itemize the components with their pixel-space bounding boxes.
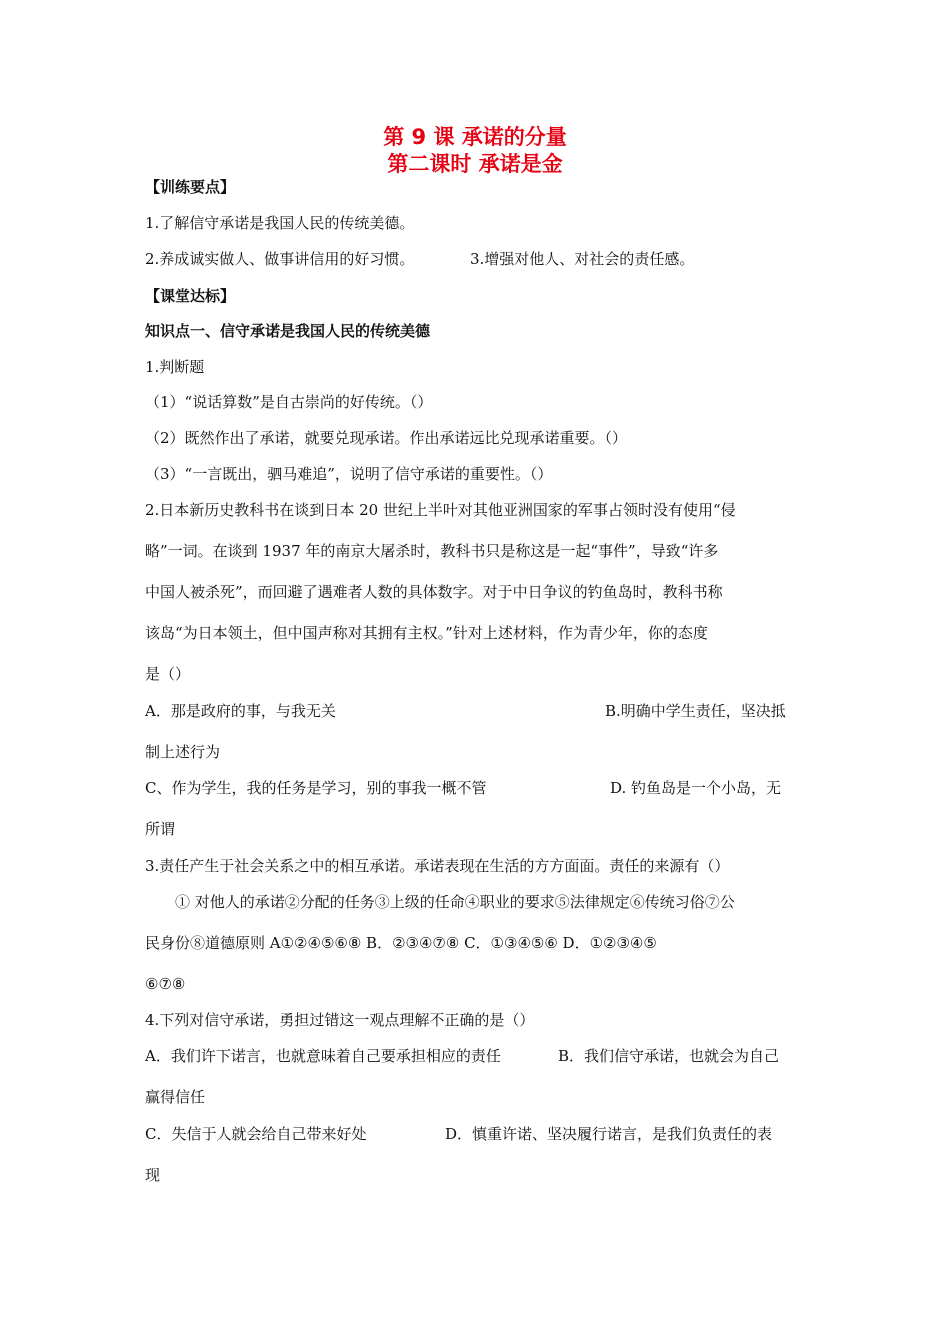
question-4-option-a: A．我们许下诺言，也就意味着自己要承担相应的责任 [145, 1047, 501, 1065]
section-class-standard: 【课堂达标】 [145, 287, 236, 305]
question-3-options-cont: ⑥⑦⑧ [145, 975, 186, 993]
point-2: 2.养成诚实做人、做事讲信用的好习惯。 [145, 250, 415, 268]
question-2-line: 是（） [145, 665, 191, 683]
point-1: 1.了解信守承诺是我国人民的传统美德。 [145, 214, 415, 232]
lesson-title: 第 9 课 承诺的分量 [383, 125, 567, 149]
lesson-subtitle: 第二课时 承诺是金 [387, 152, 563, 176]
question-1-item: （1）“说话算数”是自古崇尚的好传统。（） [145, 393, 433, 411]
question-2-option-c: C、作为学生，我的任务是学习，别的事我一概不管 [145, 779, 487, 797]
section-training-points: 【训练要点】 [145, 178, 236, 196]
question-1-item: （2）既然作出了承诺，就要兑现承诺。作出承诺远比兑现承诺重要。（） [145, 429, 628, 447]
question-3-stem: 3.责任产生于社会关系之中的相互承诺。承诺表现在生活的方方面面。责任的来源有（） [145, 857, 730, 875]
question-2-option-b-cont: 制上述行为 [145, 743, 221, 761]
question-2-option-a: A．那是政府的事，与我无关 [145, 702, 336, 720]
question-2-line: 略”一词。在谈到 1937 年的南京大屠杀时，教科书只是称这是一起“事件”，导致“许多 [145, 542, 719, 560]
question-2-line: 该岛“为日本领土，但中国声称对其拥有主权。”针对上述材料，作为青少年，你的态度 [145, 624, 708, 642]
question-4-option-b: B．我们信守承诺，也就会为自己 [558, 1047, 780, 1065]
knowledge-point-heading: 知识点一、信守承诺是我国人民的传统美德 [145, 322, 431, 340]
question-4-stem: 4.下列对信守承诺，勇担过错这一观点理解不正确的是（） [145, 1011, 535, 1029]
question-4-option-b-cont: 赢得信任 [145, 1088, 206, 1106]
question-1-item: （3）“一言既出，驷马难追”，说明了信守承诺的重要性。（） [145, 465, 553, 483]
point-3: 3.增强对他人、对社会的责任感。 [470, 250, 695, 268]
question-2-option-b: B.明确中学生责任，坚决抵 [605, 702, 786, 720]
question-3-line: ① 对他人的承诺②分配的任务③上级的任命④职业的要求⑤法律规定⑥传统习俗⑦公 [175, 893, 735, 911]
question-1-stem: 1.判断题 [145, 358, 205, 376]
question-2-line: 中国人被杀死”，而回避了遇难者人数的具体数字。对于中日争议的钓鱼岛时，教科书称 [145, 583, 723, 601]
question-4-option-d: D．慎重许诺、坚决履行诺言，是我们负责任的表 [445, 1125, 773, 1143]
question-2-line: 2.日本新历史教科书在谈到日本 20 世纪上半叶对其他亚洲国家的军事占领时没有使用“侵 [145, 501, 736, 519]
question-4-option-d-cont: 现 [145, 1166, 161, 1184]
question-2-option-d-cont: 所谓 [145, 820, 176, 838]
question-2-option-d: D. 钓鱼岛是一个小岛，无 [610, 779, 782, 797]
question-3-options: 民身份⑧道德原则 A①②④⑤⑥⑧ B．②③④⑦⑧ C．①③④⑤⑥ D．①②③④⑤ [145, 934, 657, 952]
question-4-option-c: C．失信于人就会给自己带来好处 [145, 1125, 367, 1143]
